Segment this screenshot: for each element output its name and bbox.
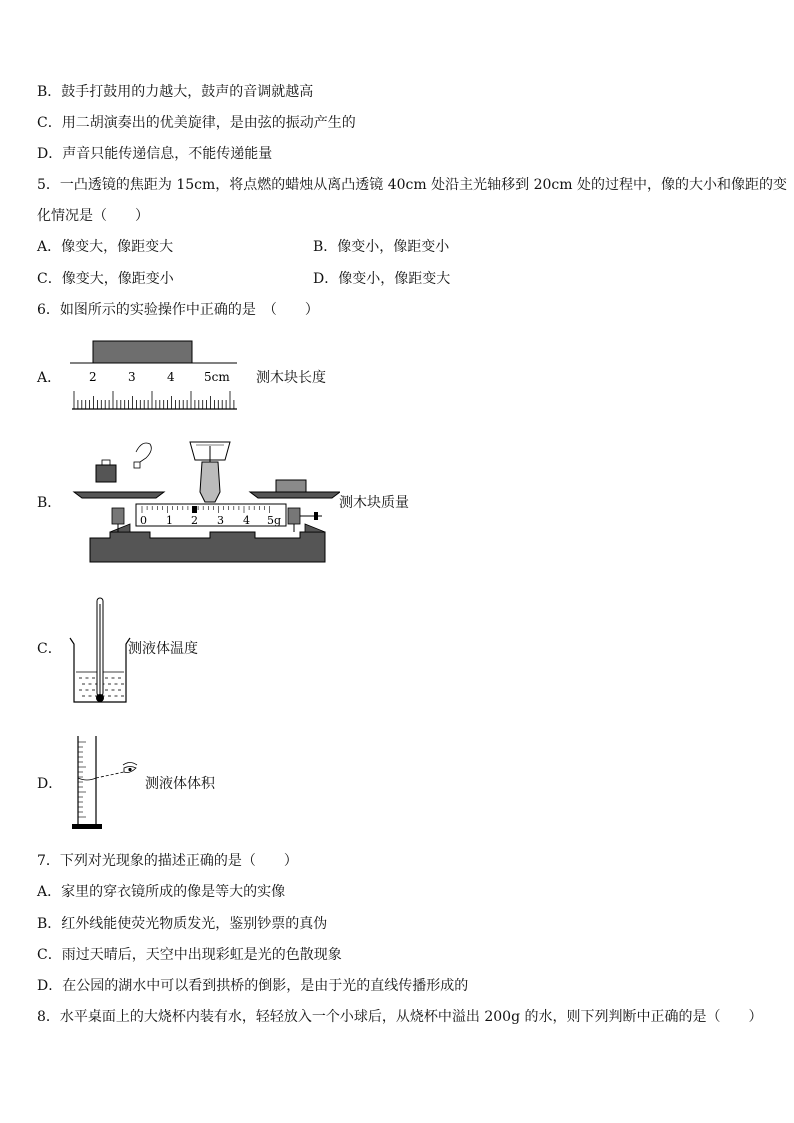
beam-tick-label: 3: [217, 514, 224, 527]
thermometer-bulb: [96, 694, 104, 702]
weight-knob: [102, 460, 110, 465]
q8-stem: 8．水平桌面上的大烧杯内装有水，轻轻放入一个小球后，从烧杯中溢出 200g 的水，则下列判断中正确的是（ ）: [37, 1009, 763, 1025]
q5-option-d: D．像变小，像距变大: [313, 271, 451, 287]
balance-column: [200, 462, 220, 502]
q4-option-c: C．用二胡演奏出的优美旋律，是由弦的振动产生的: [37, 115, 356, 131]
q5-stem-line1: 5．一凸透镜的焦距为 15cm，将点燃的蜡烛从离凸透镜 40cm 处沿主光轴移到 20cm 处的过程中，像的大小和像距的变: [37, 177, 787, 193]
ruler-tick-label: 4: [167, 370, 175, 384]
eye-pupil-icon: [128, 768, 131, 771]
q6-stem: 6．如图所示的实验操作中正确的是 （ ）: [37, 302, 319, 318]
wood-block-on-pan: [276, 480, 306, 492]
q5-option-a: A．像变大，像距变大: [37, 239, 174, 255]
beam-tick-label: 0: [140, 514, 147, 527]
beam-tick-label: 4: [243, 514, 250, 527]
left-nut: [112, 508, 124, 524]
balance-beam: [136, 504, 286, 526]
wood-block: [93, 341, 192, 363]
q6-option-b-caption: 测木块质量: [339, 495, 409, 511]
q6-option-a-caption: 测木块长度: [256, 370, 326, 386]
screw-head: [314, 512, 318, 520]
cylinder-base: [72, 824, 102, 829]
q7-option-d: D．在公园的湖水中可以看到拱桥的倒影，是由于光的直线传播形成的: [37, 978, 469, 994]
hand-icon: [136, 443, 151, 462]
thermometer-figure: [64, 594, 134, 706]
beam-tick-label: 1: [166, 514, 173, 527]
q6-option-c-label: C．: [37, 641, 62, 657]
cylinder-figure: [66, 732, 146, 832]
q7-option-a: A．家里的穿衣镜所成的像是等大的实像: [37, 884, 286, 900]
q6-option-a-label: A．: [37, 370, 62, 386]
q7-option-b: B．红外线能使荧光物质发光，鉴别钞票的真伪: [37, 916, 328, 932]
q5-option-c: C．像变大，像距变小: [37, 271, 174, 287]
q4-option-d: D．声音只能传递信息，不能传递能量: [37, 146, 273, 162]
q4-option-b: B．鼓手打鼓用的力越大，鼓声的音调就越高: [37, 84, 314, 100]
ruler-tick-label: 5cm: [204, 370, 230, 384]
weight-block: [96, 465, 116, 482]
left-pan: [74, 492, 164, 498]
beam-tick-label: 2: [191, 514, 198, 527]
q6-option-d-label: D．: [37, 776, 63, 792]
ruler-tick-label: 3: [128, 370, 136, 384]
right-pan: [250, 492, 340, 498]
ruler-tick-label: 2: [89, 370, 97, 384]
q5-option-b: B．像变小，像距变小: [313, 239, 450, 255]
balance-figure: [70, 432, 340, 566]
q5-stem-line2: 化情况是（ ）: [37, 208, 149, 224]
q6-option-b-label: B．: [37, 495, 62, 511]
q7-stem: 7．下列对光现象的描述正确的是（ ）: [37, 853, 298, 869]
ruler-ticks: [74, 391, 234, 409]
beam-tick-label: 5g: [267, 514, 282, 527]
sight-line: [96, 772, 124, 778]
balance-base: [90, 532, 325, 562]
q6-option-d-caption: 测液体体积: [145, 776, 215, 792]
ruler-figure: [60, 336, 245, 414]
q7-option-c: C．雨过天晴后，天空中出现彩虹是光的色散现象: [37, 947, 342, 963]
eyebrow-icon: [123, 763, 137, 766]
q6-option-c-caption: 测液体温度: [128, 641, 198, 657]
right-nut: [288, 508, 300, 524]
small-weight: [134, 462, 140, 468]
meniscus: [78, 778, 96, 780]
